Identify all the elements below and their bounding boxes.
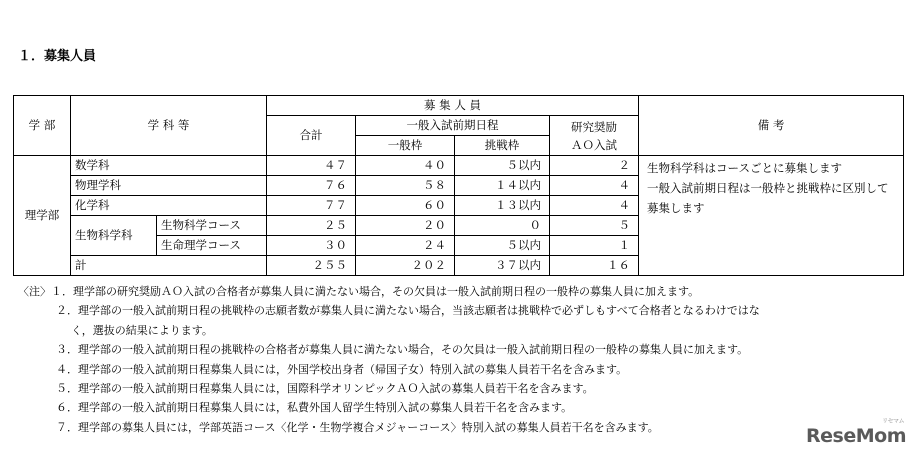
- bio-dept-cell: 生物科学科: [71, 216, 157, 256]
- challenge-cell: ５以内: [455, 236, 550, 256]
- note-1: 〈注〉１．理学部の研究奨励ＡＯ入試の合格者が募集人員に満たない場合，その欠員は一般入試前期日程の一般枠の募集人員に加えます。: [18, 285, 700, 298]
- faculty-cell: 理学部: [14, 156, 71, 276]
- ao-cell: ４: [550, 196, 639, 216]
- total-cell: ２５: [267, 216, 356, 236]
- total-label-cell: 計: [71, 256, 267, 276]
- note-2-cont: く，選抜の結果によります。: [71, 323, 213, 337]
- dept-cell: 数学科: [71, 156, 267, 176]
- remarks-text: 生物科学科はコースごとに募集します 一般入試前期日程は一般枠と挑戦枠に区別して募集します: [647, 161, 889, 215]
- ao-cell: ４: [550, 176, 639, 196]
- note-3: ３．理学部の一般入試前期日程の挑戦枠の合格者が募集人員に満たない場合，その欠員は一般入試前期日程の一般枠の募集人員に加えます。: [56, 343, 749, 357]
- page-heading: １．募集人員: [18, 49, 97, 64]
- general-cell: ２０２: [356, 256, 455, 276]
- course-cell: 生物科学コース: [157, 216, 267, 236]
- total-cell: ３０: [267, 236, 356, 256]
- note-4: ４．理学部の一般入試前期日程募集人員には，外国学校出身者（帰国子女）特別入試の募集人員若干名を含みます。: [56, 362, 628, 376]
- course-cell: 生命理学コース: [157, 236, 267, 256]
- general-cell: ２４: [356, 236, 455, 256]
- note-6: ６．理学部の一般入試前期日程募集人員には，私費外国人留学生特別入試の募集人員若干名を含みます。: [56, 401, 573, 415]
- ao-cell: ５: [550, 216, 639, 236]
- general-cell: ６０: [356, 196, 455, 216]
- resemom-logo: [806, 418, 906, 447]
- dept-cell: 物理学科: [71, 176, 267, 196]
- general-cell: ４０: [356, 156, 455, 176]
- notes-section: [13, 282, 908, 437]
- dept-cell: 化学科: [71, 196, 267, 216]
- challenge-cell: ５以内: [455, 156, 550, 176]
- header-ao: 研究奨励 ＡＯ入試: [550, 116, 639, 156]
- header-general-exam: 一般入試前期日程: [356, 116, 550, 136]
- challenge-cell: １３以内: [455, 196, 550, 216]
- total-cell: ７６: [267, 176, 356, 196]
- header-challenge-quota: 挑戦枠: [455, 136, 550, 156]
- total-cell: ７７: [267, 196, 356, 216]
- header-department: 学 科 等: [71, 96, 267, 156]
- note-2: ２．理学部の一般入試前期日程の挑戦枠の志願者数が募集人員に満たない場合，当該志願者は挑戦枠で必ずしもすべて合格者となるわけではな: [56, 304, 760, 318]
- total-cell: ４７: [267, 156, 356, 176]
- ao-cell: ２: [550, 156, 639, 176]
- header-total: 合計: [267, 116, 356, 156]
- logo-text: ReseMom: [806, 425, 906, 447]
- note-7: ７．理学部の募集人員には，学部英語コース〈化学・生物学複合メジャーコース〉特別入試の募集人員若干名を含みます。: [56, 420, 659, 434]
- header-remarks: 備 考: [639, 96, 904, 156]
- ao-cell: １６: [550, 256, 639, 276]
- header-faculty: 学 部: [14, 96, 71, 156]
- note-5: ５．理学部の一般入試前期日程募集人員には，国際科学オリンピックＡＯ入試の募集人員若干名を含みます。: [56, 382, 594, 396]
- general-cell: ５８: [356, 176, 455, 196]
- table-row: [14, 156, 904, 176]
- challenge-cell: ０: [455, 216, 550, 236]
- recruitment-table: [13, 95, 904, 276]
- header-general-quota: 一般枠: [356, 136, 455, 156]
- ao-cell: １: [550, 236, 639, 256]
- remarks-cell: [639, 156, 904, 276]
- total-cell: ２５５: [267, 256, 356, 276]
- general-cell: ２０: [356, 216, 455, 236]
- logo-subtext: リセマム: [882, 418, 904, 425]
- header-recruit: 募 集 人 員: [267, 96, 639, 116]
- challenge-cell: ３７以内: [455, 256, 550, 276]
- challenge-cell: １４以内: [455, 176, 550, 196]
